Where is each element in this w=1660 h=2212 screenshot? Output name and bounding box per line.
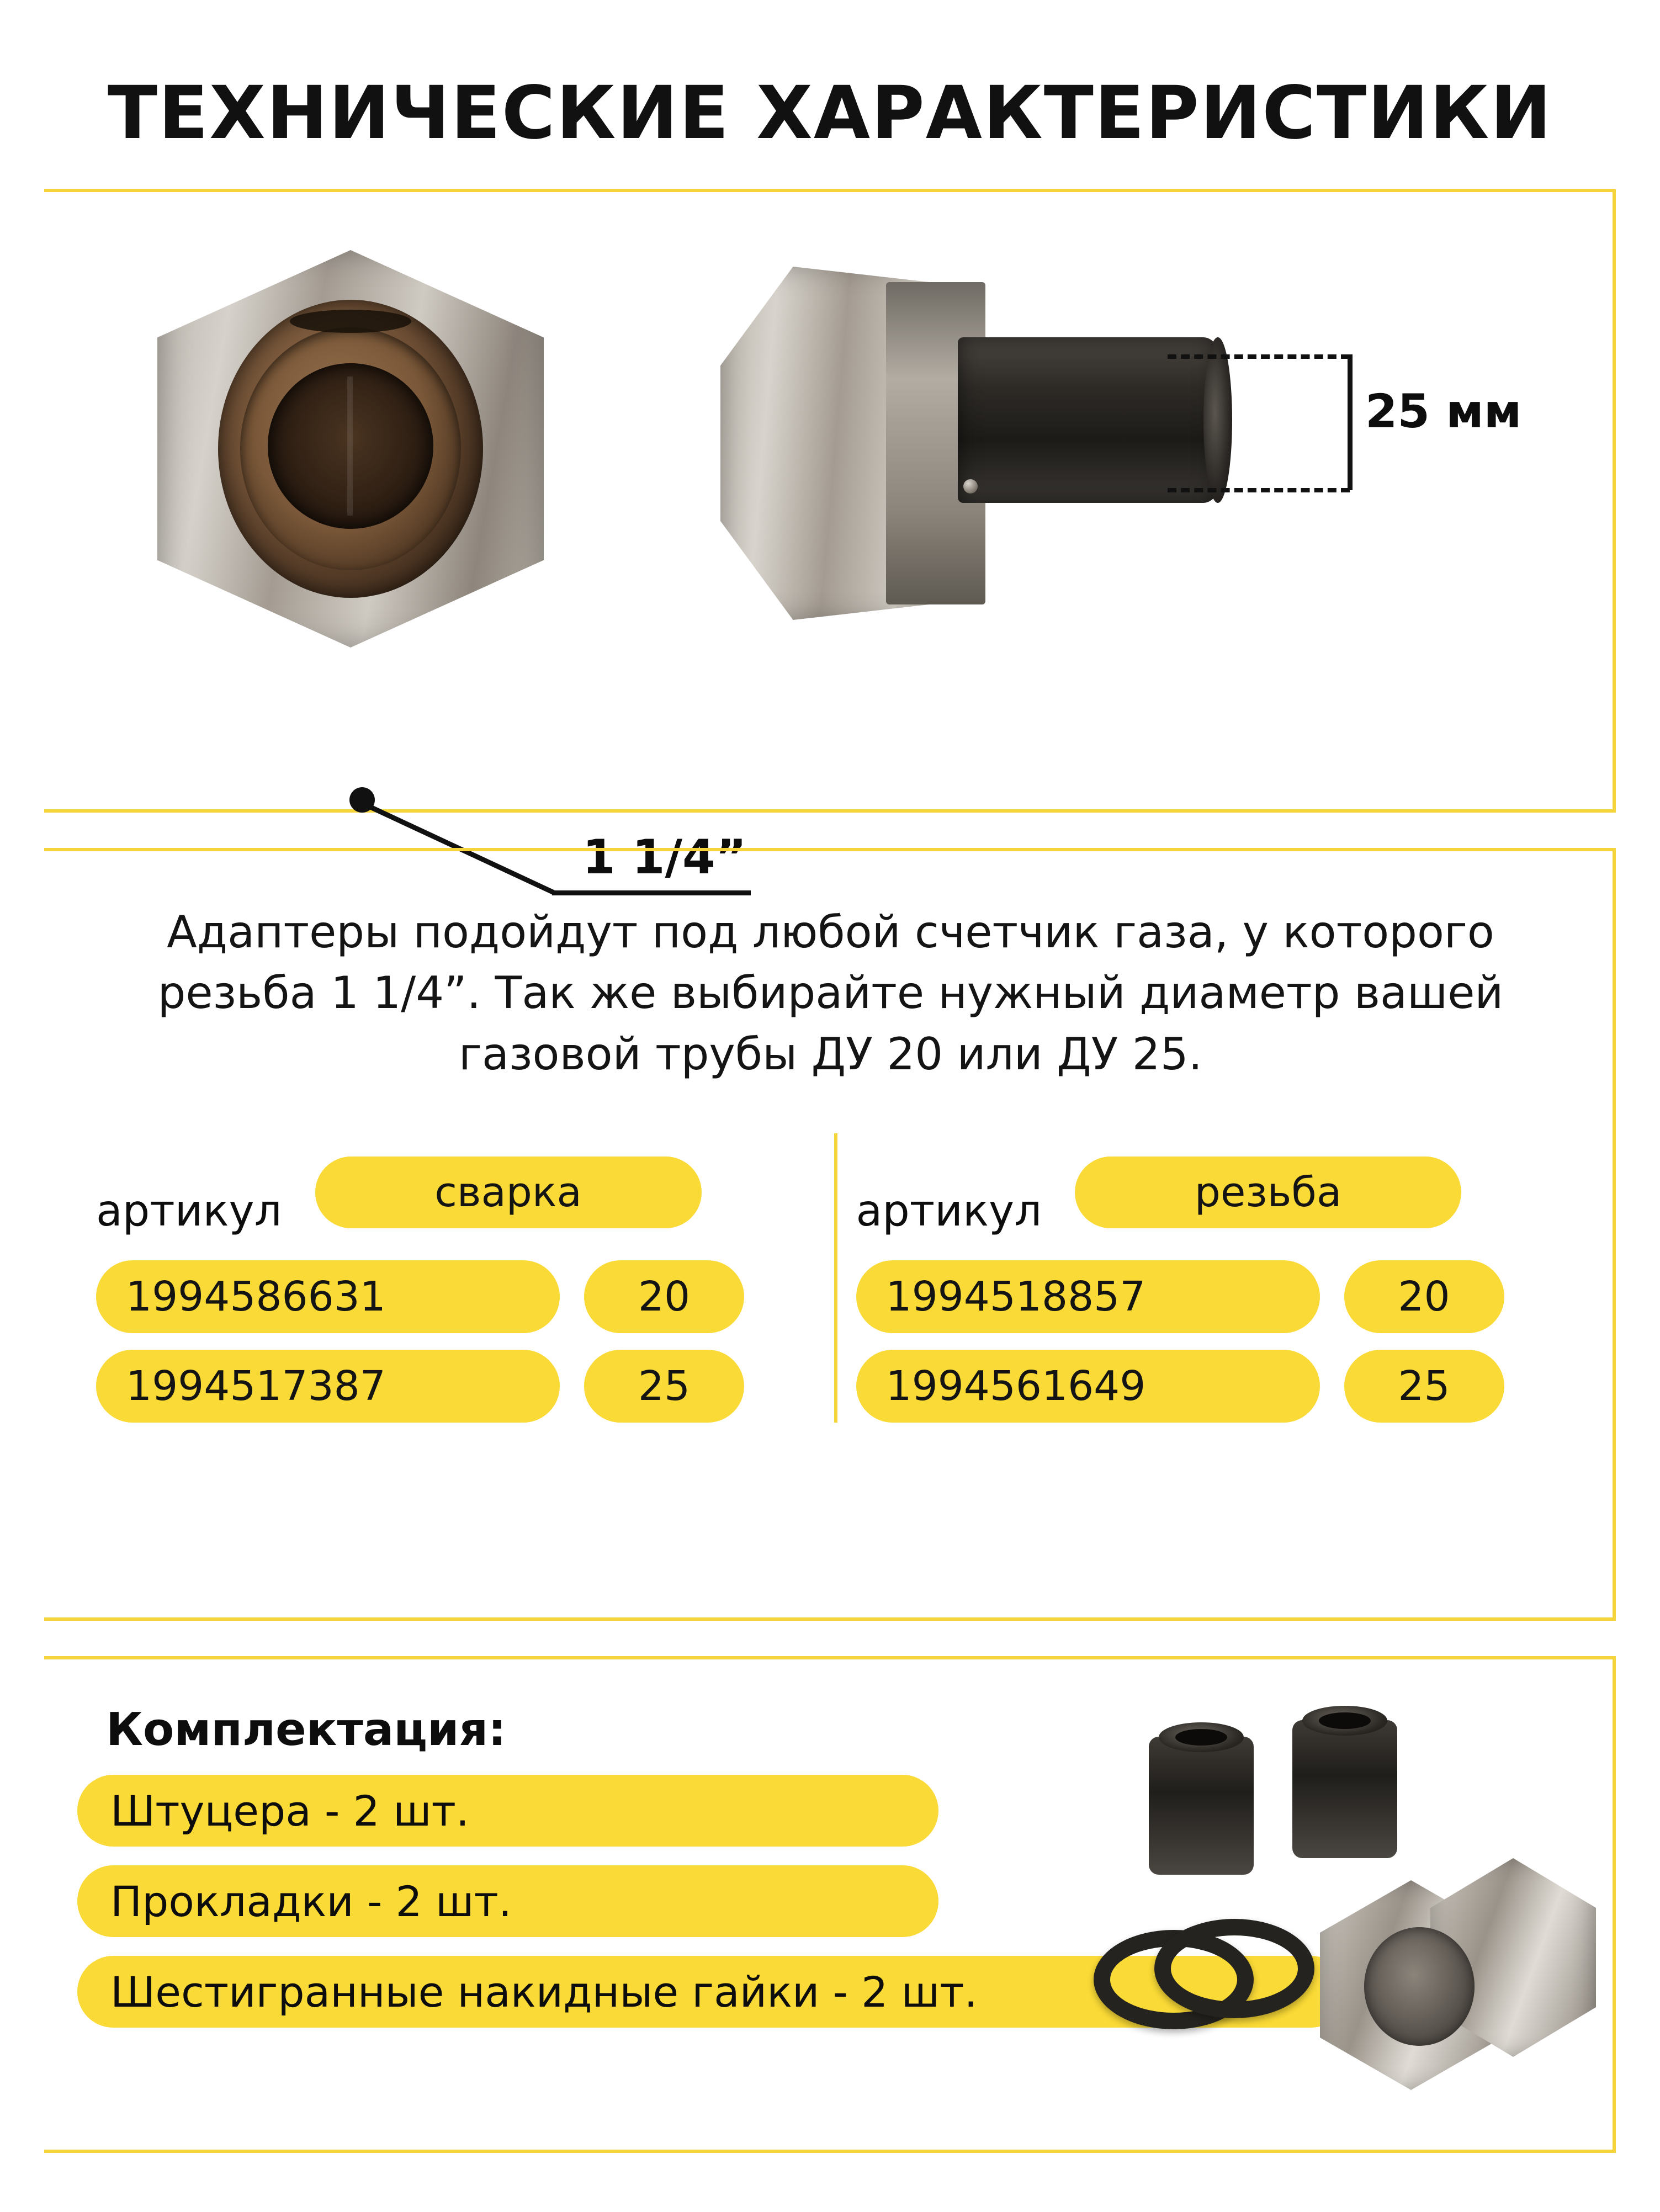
dimension-dashed-line-bottom bbox=[1168, 488, 1350, 492]
diameter-value: 25 bbox=[584, 1350, 744, 1423]
description-text: Адаптеры подойдут под любой счетчик газа, у которого резьба 1 1/4”. Так же выбирайте нужный диаметр вашей газовой трубы ДУ 20 или ДУ 25. bbox=[157, 906, 1504, 1080]
article-table-welding bbox=[77, 1133, 837, 1423]
table-header bbox=[856, 1133, 1579, 1244]
info-section bbox=[44, 848, 1616, 1621]
fitting-bush-icon bbox=[1149, 1737, 1254, 1875]
adapter-notch bbox=[290, 310, 411, 333]
article-column-label: артикул bbox=[96, 1186, 282, 1237]
table-header bbox=[96, 1133, 815, 1244]
dimension-label: 25 мм bbox=[1365, 384, 1522, 438]
article-code: 1994518857 bbox=[856, 1260, 1320, 1333]
page-title: ТЕХНИЧЕСКИЕ ХАРАКТЕРИСТИКИ bbox=[107, 71, 1553, 156]
dimension-callout-25mm bbox=[1168, 330, 1522, 507]
article-table-thread bbox=[837, 1133, 1598, 1423]
kit-section bbox=[44, 1656, 1616, 2153]
connection-type-badge: сварка bbox=[315, 1157, 702, 1228]
table-row bbox=[96, 1350, 815, 1423]
gasket-icon bbox=[1154, 1919, 1314, 2018]
connection-type-badge: резьба bbox=[1075, 1157, 1461, 1228]
hex-nut-bore bbox=[1364, 1927, 1475, 2046]
kit-contents-image bbox=[1011, 1698, 1579, 2118]
kit-title: Комплектация: bbox=[106, 1704, 506, 1756]
table-row bbox=[856, 1260, 1579, 1333]
fitting-bush-icon bbox=[1292, 1720, 1397, 1858]
kit-item: Шестигранные накидные гайки - 2 шт. bbox=[77, 1956, 1347, 2028]
diameter-value: 20 bbox=[1344, 1260, 1504, 1333]
kit-item: Прокладки - 2 шт. bbox=[77, 1865, 938, 1937]
kit-item: Штуцера - 2 шт. bbox=[77, 1775, 938, 1847]
diameter-value: 25 bbox=[1344, 1350, 1504, 1423]
article-code: 1994517387 bbox=[96, 1350, 560, 1423]
article-tables bbox=[44, 1133, 1613, 1423]
table-row bbox=[96, 1260, 815, 1333]
article-code: 1994561649 bbox=[856, 1350, 1320, 1423]
thread-size-label: 1 1/4” bbox=[582, 830, 747, 885]
screw-head-icon bbox=[963, 479, 978, 494]
adapter-front-view-image bbox=[157, 250, 544, 648]
adapter-bore bbox=[268, 363, 433, 529]
article-column-label: артикул bbox=[856, 1186, 1042, 1237]
article-code: 1994586631 bbox=[96, 1260, 560, 1333]
table-row bbox=[856, 1350, 1579, 1423]
diameter-value: 20 bbox=[584, 1260, 744, 1333]
dimension-vertical-line bbox=[1348, 354, 1353, 490]
product-photo-section bbox=[44, 189, 1616, 885]
dimension-dashed-line-top bbox=[1168, 354, 1350, 359]
